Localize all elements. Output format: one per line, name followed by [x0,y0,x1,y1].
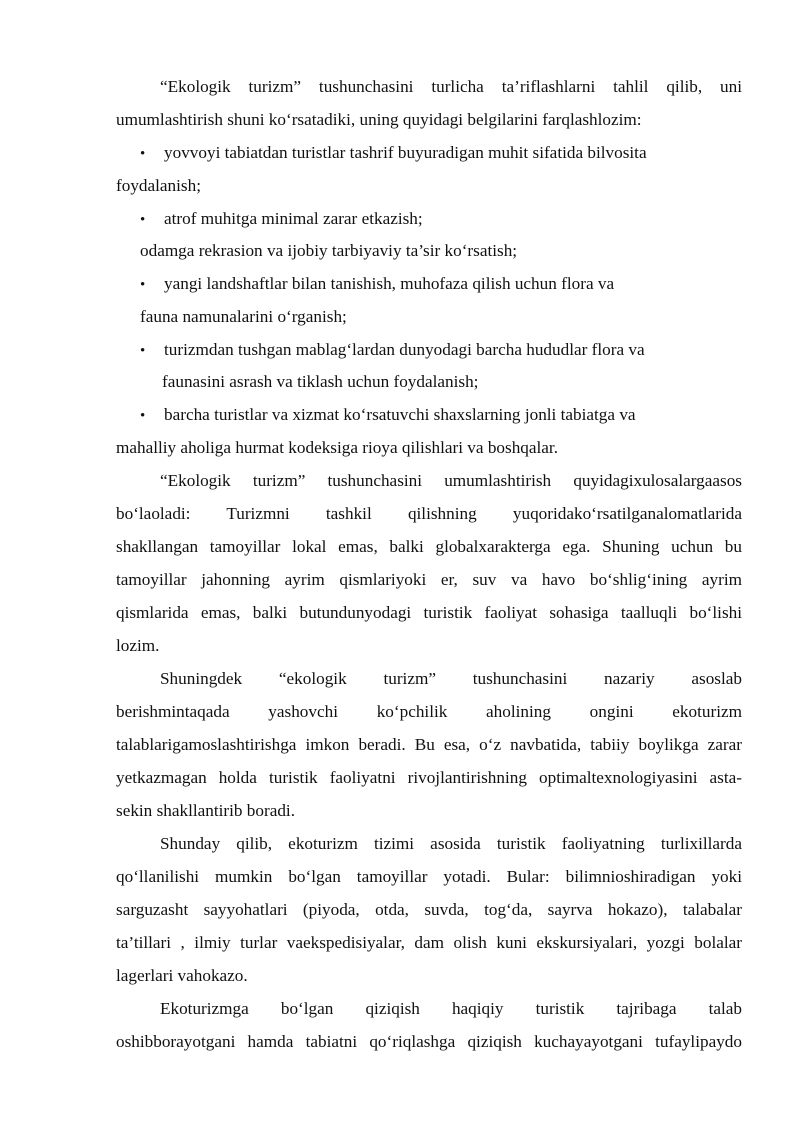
paragraph-line: mahalliy aholiga hurmat kodeksiga rioya qilishlari va boshqalar. [116,438,558,457]
paragraph-line: shakllangan tamoyillar lokal emas, balki globalxarakterga ega. Shuning uchun bu [116,537,742,556]
bullet-text: atrof muhitga minimal zarar etkazish; [164,209,423,228]
paragraph-line: foydalanish; [116,176,201,195]
bullet-icon: • [140,212,146,228]
paragraph-line: faunasini asrash va tiklash uchun foydalanish; [162,372,479,391]
paragraph-line: tamoyillar jahonning ayrim qismlariyoki er, suv va havo bo‘shlig‘ining ayrim [116,570,742,589]
paragraph-line: oshibborayotgani hamda tabiatni qo‘riqlashga qiziqish kuchayayotgani tufaylipaydo [116,1032,742,1051]
paragraph-line: lagerlari vahokazo. [116,966,248,985]
paragraph-line: yetkazmagan holda turistik faoliyatni rivojlantirishning optimaltexnologiyasini asta- [116,768,742,787]
bullet-icon: • [140,277,146,293]
paragraph-line: lozim. [116,636,160,655]
paragraph-line: sekin shakllantirib boradi. [116,801,296,820]
paragraph-line: qismlarida emas, balki butundunyodagi turistik faoliyat sohasiga taalluqli bo‘lishi [116,603,742,622]
paragraph-line: talablarigamoslashtirishga imkon beradi. Bu esa, o‘z navbatida, tabiiy boylikga zarar [116,735,742,754]
paragraph-line: fauna namunalarini o‘rganish; [140,307,347,326]
paragraph-line: ta’tillari , ilmiy turlar vaekspedisiyalar, dam olish kuni ekskursiyalari, yozgi bolalar [116,933,742,952]
bullet-icon: • [140,408,146,424]
bullet-icon: • [140,343,146,359]
paragraph-line: berishmintaqada yashovchi ko‘pchilik aholining ongini ekoturizm [116,702,742,721]
paragraph-line: odamga rekrasion va ijobiy tarbiyaviy ta’sir ko‘rsatish; [140,241,518,260]
paragraph-line: Ekoturizmga bo‘lgan qiziqish haqiqiy turistik tajribaga talab [160,999,742,1018]
paragraph-line: “Ekologik turizm” tushunchasini turlicha ta’riflashlarni tahlil qilib, uni [160,77,742,96]
bullet-item [140,404,742,427]
paragraph-line: “Ekologik turizm” tushunchasini umumlashtirish quyidagixulosalargaasos [160,471,742,490]
bullet-item [140,142,742,165]
paragraph-line: qo‘llanilishi mumkin bo‘lgan tamoyillar yotadi. Bular: bilimnioshiradigan yoki [116,867,742,886]
bullet-text: turizmdan tushgan mablag‘lardan dunyodagi barcha hududlar flora va [164,340,645,359]
bullet-icon: • [140,146,146,162]
paragraph-line: Shunday qilib, ekoturizm tizimi asosida turistik faoliyatning turlixillarda [160,834,742,853]
paragraph-line: sarguzasht sayyohatlari (piyoda, otda, suvda, tog‘da, sayrva hokazo), talabalar [116,900,742,919]
bullet-item [140,339,742,362]
bullet-item [140,273,742,296]
paragraph-line: bo‘laoladi: Turizmni tashkil qilishning yuqoridako‘rsatilganalomatlarida [116,504,742,523]
paragraph-line: umumlashtirish shuni ko‘rsatadiki, uning quyidagi belgilarini farqlashlozim: [116,110,642,129]
paragraph-line: Shuningdek “ekologik turizm” tushunchasini nazariy asoslab [160,669,742,688]
bullet-text: barcha turistlar va xizmat ko‘rsatuvchi shaxslarning jonli tabiatga va [164,405,636,424]
bullet-item [140,208,742,231]
bullet-text: yovvoyi tabiatdan turistlar tashrif buyuradigan muhit sifatida bilvosita [164,143,647,162]
bullet-text: yangi landshaftlar bilan tanishish, muhofaza qilish uchun flora va [164,274,615,293]
